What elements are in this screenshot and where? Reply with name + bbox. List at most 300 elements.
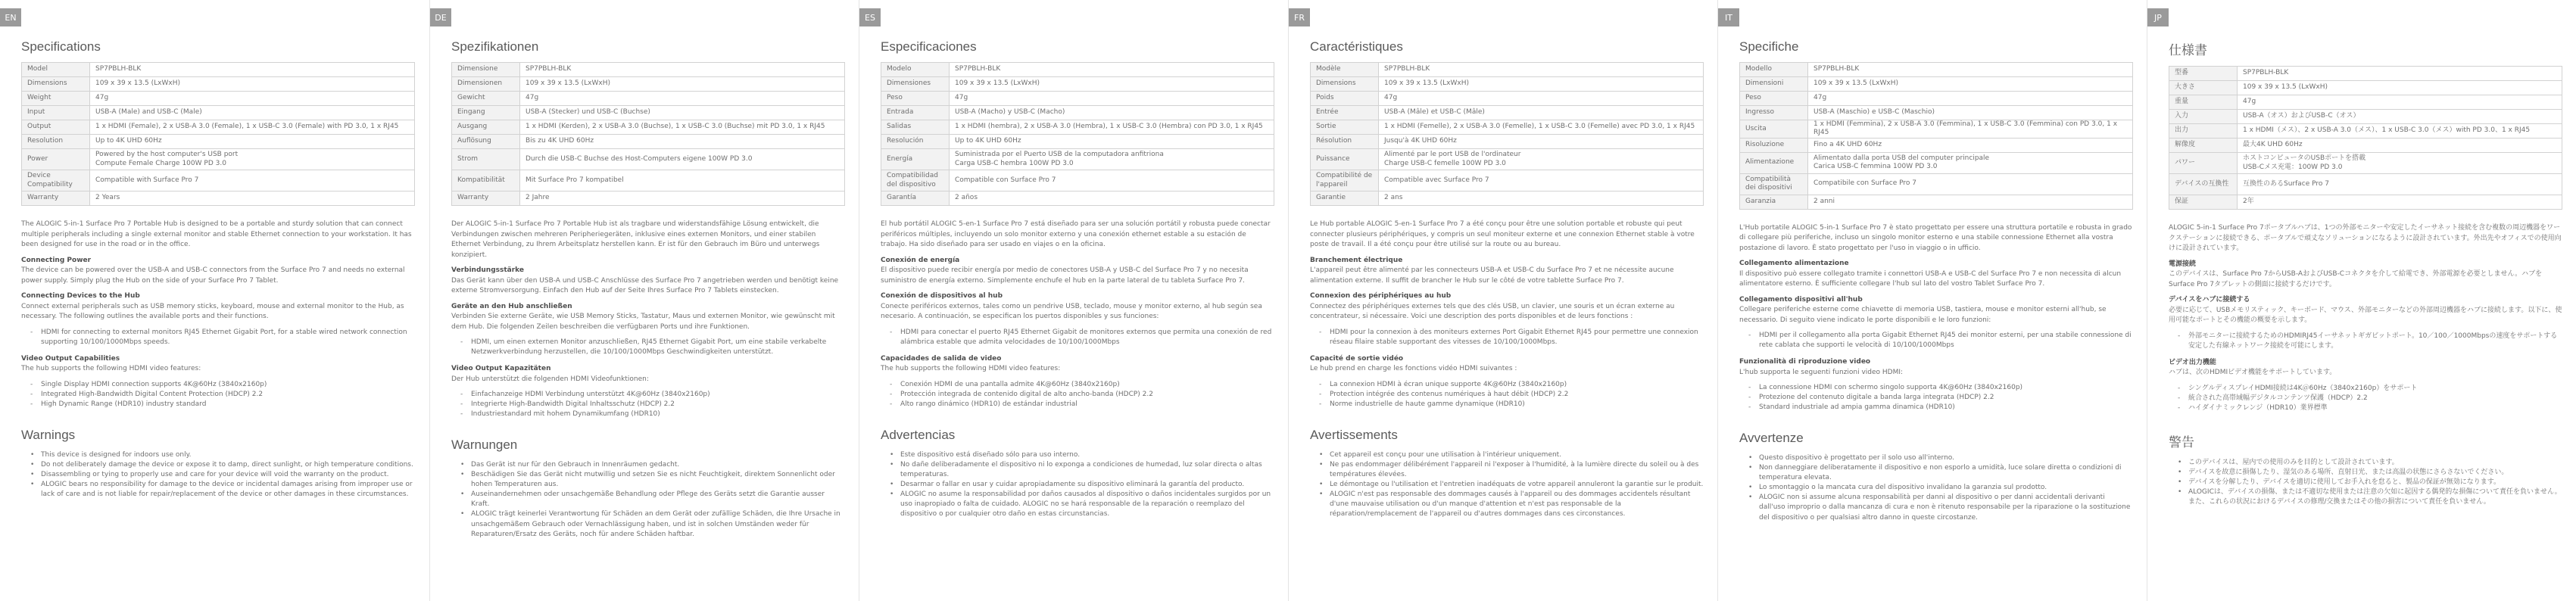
spec-value: USB-A (Stecker) und USB-C (Buchse) xyxy=(520,106,845,120)
spec-key: 重量 xyxy=(2169,95,2238,110)
spec-value: ホストコンピュータのUSBポートを搭載 USB-Cメス充電：100W PD 3.0 xyxy=(2238,153,2562,174)
list-item: - 外部モニターに接続するためのHDMIRJ45イーサネットギガビットポート。10／100／1000Mbpsの速度をサポートする安定した有線ネットワーク接続を可能にします。 xyxy=(2169,332,2562,351)
spec-title: Spezifikationen xyxy=(451,39,539,54)
list-item: - Protezione del contenuto digitale a banda larga integrata (HDCP) 2.2 xyxy=(1739,393,2133,403)
warning-item: • Disassembling or tying to properly use and care for your device will void the warranty on the product. xyxy=(21,470,415,480)
warnings-section xyxy=(451,438,845,539)
warnings-list xyxy=(1739,453,2133,522)
power-paragraph: Il dispositivo può essere collegato tramite i connettori USB-A e USB-C del Surface Pro 7 e non necessita di alcun alimentatore esterno. È sufficiente collegare l'hub sul lato del vostro Tablet Surface Pro 7. xyxy=(1739,269,2122,288)
spec-value: 1 x HDMI (Femelle), 2 x USB-A 3.0 (Femelle), 1 x USB-C 3.0 (Femelle) avec PD 3.0, 1 x RJ45 xyxy=(1379,120,1704,135)
spec-key: Risoluzione xyxy=(1740,138,1808,152)
spec-key: Entrée xyxy=(1311,106,1379,120)
spec-row xyxy=(22,106,415,120)
spec-key: Uscita xyxy=(1740,120,1808,139)
video-heading: Video Output Kapazitäten xyxy=(451,365,551,373)
power-heading: Connecting Power xyxy=(21,256,92,264)
description xyxy=(2169,223,2562,418)
spec-value: 2 ans xyxy=(1379,192,1704,206)
warning-item: • No dañe deliberadamente el dispositivo ni lo exponga a condiciones de humedad, luz solar directa o altas temperaturas. xyxy=(881,460,1274,480)
spec-row xyxy=(452,77,845,92)
spec-row xyxy=(1311,192,1704,206)
spec-row xyxy=(1311,170,1704,192)
spec-key: Poids xyxy=(1311,92,1379,106)
warnings-title: Warnungen xyxy=(451,438,518,453)
list-item: - Protección integrada de contenido digital de alto ancho-banda (HDCP) 2.2 xyxy=(881,390,1274,400)
spec-title: 仕様書 xyxy=(2169,43,2207,58)
list-item: - Integrated High-Bandwidth Digital Content Protection (HDCP) 2.2 xyxy=(21,390,415,400)
list-item: - La connessione HDMI con schermo singolo supporta 4K@60Hz (3840x2160p) xyxy=(1739,383,2133,393)
spec-row xyxy=(22,63,415,77)
spec-row xyxy=(881,92,1274,106)
spec-row xyxy=(2169,153,2562,174)
spec-key: Garantie xyxy=(1311,192,1379,206)
spec-key: 型番 xyxy=(2169,67,2238,81)
warning-item: • Ne pas endommager délibérément l'appareil ni l'exposer à l'humidité, à la lumière directe du soleil ou à des températures élevées. xyxy=(1310,460,1704,480)
spec-key: Warranty xyxy=(22,192,90,206)
spec-row xyxy=(22,120,415,135)
column-it xyxy=(1717,0,2141,601)
column-en xyxy=(0,0,424,601)
spec-row xyxy=(1311,120,1704,135)
power-paragraph: このデバイスは、Surface Pro 7からUSB-AおよびUSB-Cコネクタを介して給電でき、外部電源を必要としません。ハブをSurface Pro 7タブレットの側面に接続するだけです。 xyxy=(2169,270,2543,288)
spec-key: Modèle xyxy=(1311,63,1379,77)
spec-value: 1 x HDMI (Female), 2 x USB-A 3.0 (Female), 1 x USB-C 3.0 (Female) with PD 3.0, 1 x RJ45 xyxy=(90,120,415,135)
spec-table xyxy=(1739,62,2133,210)
warning-item: • ALOGIC no asume la responsabilidad por daños causados al dispositivo o daños incidentales surgidos por un uso inapropiado o falta de cuidado. ALOGIC no se hará responsable de la reparación o reemplazo del dispositivo o por cualquier otro daño en estas circunstancias. xyxy=(881,490,1274,519)
spec-row xyxy=(22,135,415,149)
warning-item: • Das Gerät ist nur für den Gebrauch in Innenräumen gedacht. xyxy=(451,460,845,470)
spec-row xyxy=(2169,67,2562,81)
spec-table xyxy=(2169,66,2562,210)
warnings-section xyxy=(1739,431,2133,522)
spec-key: Peso xyxy=(881,92,950,106)
spec-key: Power xyxy=(22,149,90,170)
spec-key: Garanzia xyxy=(1740,195,1808,209)
spec-row xyxy=(881,63,1274,77)
list-item: - HDMI, um einen externen Monitor anzuschließen, RJ45 Ethernet Gigabit Port, um eine stabile verkabelte Netzwerkverbindung herzustellen, die 10/100/1000Mbps Geschwindigkeiten unterstützt. xyxy=(451,338,845,357)
spec-value: 互換性のあるSurface Pro 7 xyxy=(2238,174,2562,195)
spec-title: Caractéristiques xyxy=(1310,39,1403,54)
video-heading: Capacité de sortie vidéo xyxy=(1310,354,1404,363)
spec-table xyxy=(451,62,845,206)
spec-row xyxy=(2169,195,2562,210)
video-list xyxy=(2169,384,2562,413)
spec-row xyxy=(452,106,845,120)
spec-value: USB-A (Maschio) e USB-C (Maschio) xyxy=(1808,106,2133,120)
spec-row xyxy=(2169,174,2562,195)
spec-table xyxy=(21,62,415,206)
warning-item: • Cet appareil est conçu pour une utilisation à l'intérieur uniquement. xyxy=(1310,450,1704,460)
spec-row xyxy=(22,92,415,106)
intro-paragraph: L'Hub portatile ALOGIC 5-in-1 Surface Pro 7 è stato progettato per essere una struttura portatile e robusta in grado di collegare più periferiche, incluso un singolo monitor esterno e una stabile connessione Ethernet alla vostra postazione di lavoro. È stato progettato per l'uso in viaggio o in ufficio. xyxy=(1739,223,2132,252)
warning-item: • ALOGIC trägt keinerlei Verantwortung für Schäden an dem Gerät oder zufällige Schäden, die Ihre Ursache in unsachgemäßem Gebrauch oder Vernachlässigung haben, und ist in solchen Umständen weder für Reparaturen/Ersatz des Geräts, noch für andere Schäden haftbar. xyxy=(451,509,845,539)
spec-value: 2 Years xyxy=(90,192,415,206)
warning-item: • Non danneggiare deliberatamente il dispositivo e non esporlo a umidità, luce solare diretta o condizioni di temperatura elevata. xyxy=(1739,463,2133,483)
spec-value: Suministrada por el Puerto USB de la computadora anfitriona Carga USB-C hembra 100W PD 3.0 xyxy=(950,149,1274,170)
spec-row xyxy=(881,135,1274,149)
language-tab: DE xyxy=(430,8,451,26)
devices-heading: Collegamento dispositivi all'hub xyxy=(1739,295,1863,304)
spec-row xyxy=(452,192,845,206)
list-item: - ハイダイナミックレンジ（HDR10）業界標準 xyxy=(2169,403,2562,413)
spec-value: Jusqu'à 4K UHD 60Hz xyxy=(1379,135,1704,149)
language-tab: IT xyxy=(1718,8,1739,26)
spec-key: Ingresso xyxy=(1740,106,1808,120)
spec-row xyxy=(22,77,415,92)
spec-key: Entrada xyxy=(881,106,950,120)
spec-value: Alimenté par le port USB de l'ordinateur Charge USB-C femelle 100W PD 3.0 xyxy=(1379,149,1704,170)
spec-key: Dimensions xyxy=(1311,77,1379,92)
spec-row xyxy=(881,106,1274,120)
spec-value: 1 x HDMI (hembra), 2 x USB-A 3.0 (Hembra), 1 x USB-C 3.0 (Hembra) con PD 3.0, 1 x RJ45 xyxy=(950,120,1274,135)
column-es xyxy=(859,0,1283,601)
video-paragraph: L'hub supporta le seguenti funzioni video HDMI: xyxy=(1739,368,1904,376)
column-body xyxy=(2169,39,2562,601)
video-paragraph: Le hub prend en charge les fonctions vidéo HDMI suivantes : xyxy=(1310,365,1517,373)
spec-value: Alimentato dalla porta USB del computer principale Carica USB-C femmina 100W PD 3.0 xyxy=(1808,152,2133,173)
column-jp xyxy=(2147,0,2571,601)
spec-key: Compatibilité de l'appareil xyxy=(1311,170,1379,192)
power-heading: Branchement électrique xyxy=(1310,256,1403,264)
spec-value: 47g xyxy=(1379,92,1704,106)
spec-value: Compatible con Surface Pro 7 xyxy=(950,170,1274,192)
spec-value: 109 x 39 x 13.5 (LxWxH) xyxy=(1808,77,2133,92)
list-item: - HDMI for connecting to external monitors RJ45 Ethernet Gigabit Port, for a stable wired network connection supporting 10/100/1000Mbps speeds. xyxy=(21,328,415,347)
spec-value: SP7PBLH-BLK xyxy=(90,63,415,77)
intro-paragraph: The ALOGIC 5-in-1 Surface Pro 7 Portable Hub is designed to be a portable and sturdy solution that can connect multiple peripherals including a single external monitor and stable Ethernet connection to your workstation. It has been designed for use in the road or in the office. xyxy=(21,220,412,248)
spec-row xyxy=(2169,95,2562,110)
list-item: - Industriestandard mit hohem Dynamikumfang (HDR10) xyxy=(451,409,845,419)
spec-key: 出力 xyxy=(2169,124,2238,139)
spec-value: Compatible avec Surface Pro 7 xyxy=(1379,170,1704,192)
list-item: - Protection intégrée des contenus numériques à haut débit (HDCP) 2.2 xyxy=(1310,390,1704,400)
spec-row xyxy=(452,63,845,77)
list-item: - Einfachanzeige HDMI Verbindung unterstützt 4K@60Hz (3840x2160p) xyxy=(451,390,845,400)
spec-key: 大きさ xyxy=(2169,81,2238,95)
devices-heading: Connecting Devices to the Hub xyxy=(21,292,140,300)
spec-row xyxy=(22,192,415,206)
warning-item: • ALOGIC bears no responsibility for damage to the device or incidental damages arising from improper use or lack of care and is not liable for repair/replacement of the device or other damages in these circumstances. xyxy=(21,480,415,500)
warning-item: • Questo dispositivo è progettato per il solo uso all'interno. xyxy=(1739,453,2133,463)
spec-key: Sortie xyxy=(1311,120,1379,135)
spec-table xyxy=(1310,62,1704,206)
list-item: - 統合された高帯域幅デジタルコンテンツ保護（HDCP）2.2 xyxy=(2169,394,2562,403)
power-heading: 電源接続 xyxy=(2169,260,2197,268)
spec-row xyxy=(1740,152,2133,173)
list-item: - High Dynamic Range (HDR10) industry standard xyxy=(21,400,415,409)
spec-key: 入力 xyxy=(2169,110,2238,124)
video-list xyxy=(451,390,845,419)
devices-paragraph: 必要に応じて、USBメモリスティック、キーボード、マウス、外部モニターなどの外部周辺機器をハブに接続します。以下に、使用可能なポートとその機能の概要を示します。 xyxy=(2169,306,2562,324)
devices-list xyxy=(881,328,1274,347)
spec-row xyxy=(452,149,845,170)
video-list xyxy=(21,380,415,409)
spec-row xyxy=(881,120,1274,135)
spec-key: Auflösung xyxy=(452,135,520,149)
spec-key: Resolución xyxy=(881,135,950,149)
devices-list xyxy=(1310,328,1704,347)
spec-row xyxy=(1740,138,2133,152)
spec-key: Compatibilidad del dispositivo xyxy=(881,170,950,192)
devices-list xyxy=(451,338,845,357)
spec-row xyxy=(1311,63,1704,77)
spec-row xyxy=(1311,77,1704,92)
list-item: - La connexion HDMI à écran unique supporte 4K@60Hz (3840x2160p) xyxy=(1310,380,1704,390)
spec-key: Salidas xyxy=(881,120,950,135)
spec-row xyxy=(452,170,845,192)
spec-value: 109 x 39 x 13.5 (LxWxH) xyxy=(90,77,415,92)
video-heading: ビデオ出力機能 xyxy=(2169,358,2216,366)
spec-value: Up to 4K UHD 60Hz xyxy=(90,135,415,149)
video-paragraph: Der Hub unterstützt die folgenden HDMI Videofunktionen: xyxy=(451,375,649,383)
spec-row xyxy=(1311,135,1704,149)
description xyxy=(881,220,1274,414)
devices-heading: Connexion des périphériques au hub xyxy=(1310,292,1452,300)
column-body xyxy=(451,39,845,601)
column-body xyxy=(1739,39,2133,601)
devices-heading: Geräte an den Hub anschließen xyxy=(451,302,572,310)
video-heading: Capacidades de salida de video xyxy=(881,354,1002,363)
spec-value: 109 x 39 x 13.5 (LxWxH) xyxy=(520,77,845,92)
spec-value: Compatible with Surface Pro 7 xyxy=(90,170,415,192)
list-item: - Alto rango dinámico (HDR10) de estándar industrial xyxy=(881,400,1274,409)
spec-row xyxy=(881,77,1274,92)
warning-item: • Do not deliberately damage the device or expose it to damp, direct sunlight, or high temperature conditions. xyxy=(21,460,415,470)
spec-value: SP7PBLH-BLK xyxy=(950,63,1274,77)
spec-title: Especificaciones xyxy=(881,39,977,54)
spec-value: Compatibile con Surface Pro 7 xyxy=(1808,173,2133,195)
devices-paragraph: Verbinden Sie externe Geräte, wie USB Memory Sticks, Tastatur, Maus und externen Monitor, wie gewünscht mit dem Hub. Die folgenden Zeilen beschreiben die verfügbaren Ports und ihre Funktionen. xyxy=(451,313,835,331)
list-item: - Norme industrielle de haute gamme dynamique (HDR10) xyxy=(1310,400,1704,409)
list-item: - Integrierte High-Bandwidth Digital Inhaltsschutz (HDCP) 2.2 xyxy=(451,400,845,409)
video-paragraph: The hub supports the following HDMI video features: xyxy=(881,365,1061,373)
warning-item: • Le démontage ou l'utilisation et l'entretien inadéquats de votre appareil annuleront la garantie sur le produit. xyxy=(1310,480,1704,490)
spec-table xyxy=(881,62,1274,206)
spec-value: 2 anni xyxy=(1808,195,2133,209)
spec-key: Energía xyxy=(881,149,950,170)
warning-item: • Desarmar o fallar en usar y cuidar apropiadamente su dispositivo eliminará la garantía del producto. xyxy=(881,480,1274,490)
spec-key: 保証 xyxy=(2169,195,2238,210)
spec-row xyxy=(452,120,845,135)
spec-key: Resolution xyxy=(22,135,90,149)
warning-item: • This device is designed for indoors use only. xyxy=(21,450,415,460)
spec-row xyxy=(1311,92,1704,106)
spec-value: 1 x HDMI (Femmina), 2 x USB-A 3.0 (Femmina), 1 x USB-C 3.0 (Femmina) con PD 3.0, 1 x RJ45 xyxy=(1808,120,2133,139)
list-item: - シングルディスプレイHDMI接続は4K＠60Hz（3840x2160p）をサポート xyxy=(2169,384,2562,394)
warnings-title: Avertissements xyxy=(1310,427,1398,442)
column-de xyxy=(429,0,853,601)
warnings-list xyxy=(881,450,1274,519)
spec-key: Strom xyxy=(452,149,520,170)
list-item: - HDMI para conectar el puerto RJ45 Ethernet Gigabit de monitores externos que permita una conexión de red alámbrica estable que admita velocidades de 10/100/1000Mbps xyxy=(881,328,1274,347)
spec-value: 2 Jahre xyxy=(520,192,845,206)
devices-paragraph: Connect external peripherals such as USB memory sticks, keyboard, mouse and external monitor to the Hub, as necessary. The following outlines the available ports and their functions. xyxy=(21,302,404,320)
spec-key: Kompatibilität xyxy=(452,170,520,192)
language-tab: ES xyxy=(859,8,881,26)
spec-value: 47g xyxy=(1808,92,2133,106)
devices-list xyxy=(1739,331,2133,350)
intro-paragraph: ALOGIC 5-in-1 Surface Pro 7ポータブルハブは、1つの外部モニターや安定したイーサネット接続を含む複数の周辺機器をワークステーションに接続できる、ポータブルで頑丈なソリューションになるように設計されています。外出先やオフィスでの使用向けに設計されています。 xyxy=(2169,224,2562,252)
spec-row xyxy=(1740,173,2133,195)
spec-key: パワー xyxy=(2169,153,2238,174)
spec-value: Durch die USB-C Buchse des Host-Computers eigene 100W PD 3.0 xyxy=(520,149,845,170)
spec-value: 2年 xyxy=(2238,195,2562,210)
spec-row xyxy=(881,170,1274,192)
warning-item: • ALOGIC non si assume alcuna responsabilità per danni al dispositivo o per danni accidentali derivanti dall'uso improprio o dalla mancanza di cura e non è ritenuto responsabile per la riparazione o la sostituzione del dispositivo o per qualsiasi altro danno in queste circostanze. xyxy=(1739,493,2133,522)
spec-value: SP7PBLH-BLK xyxy=(2238,67,2562,81)
spec-value: Up to 4K UHD 60Hz xyxy=(950,135,1274,149)
video-list xyxy=(1739,383,2133,413)
warning-item: • Lo smontaggio o la mancata cura del dispositivo invalidano la garanzia sul prodotto. xyxy=(1739,483,2133,493)
spec-value: 47g xyxy=(950,92,1274,106)
devices-list xyxy=(2169,332,2562,351)
list-item: - HDMI pour la connexion à des moniteurs externes Port Gigabit Ethernet RJ45 pour permettre une connexion réseau filaire stable supportant des vitesses de 10/100/1000Mbps. xyxy=(1310,328,1704,347)
intro-paragraph: El hub portátil ALOGIC 5-en-1 Surface Pro 7 está diseñado para ser una solución portátil y robusta puede conectar periféricos múltiples, incluyendo un solo monitor externo y una conexión ethernet estable a su estación de trabajo. Ha sido diseñado para ser usado en viajes o en la oficina. xyxy=(881,220,1271,248)
devices-heading: Conexión de dispositivos al hub xyxy=(881,292,1003,300)
spec-key: Eingang xyxy=(452,106,520,120)
spec-value: 47g xyxy=(520,92,845,106)
spec-row xyxy=(452,135,845,149)
warnings-title: 警告 xyxy=(2169,434,2194,450)
spec-key: Input xyxy=(22,106,90,120)
spec-key: Résolution xyxy=(1311,135,1379,149)
spec-row xyxy=(2169,110,2562,124)
language-tab: JP xyxy=(2147,8,2169,26)
warnings-section xyxy=(881,428,1274,519)
power-heading: Verbindungsstärke xyxy=(451,266,525,274)
spec-key: Dimensiones xyxy=(881,77,950,92)
spec-row xyxy=(1311,149,1704,170)
warnings-list xyxy=(21,450,415,500)
warnings-list xyxy=(2169,458,2562,507)
spec-value: 47g xyxy=(90,92,415,106)
language-tab: EN xyxy=(0,8,21,26)
spec-value: SP7PBLH-BLK xyxy=(520,63,845,77)
spec-key: Warranty xyxy=(452,192,520,206)
spec-row xyxy=(881,149,1274,170)
spec-title: Specifications xyxy=(21,39,101,54)
devices-paragraph: Collegare periferiche esterne come chiavette di memoria USB, tastiera, mouse e monitor esterni all'hub, se necessario. Di seguito viene indicato le porte disponibili e le loro funzioni: xyxy=(1739,306,2107,324)
video-paragraph: The hub supports the following HDMI video features: xyxy=(21,365,201,373)
spec-row xyxy=(2169,81,2562,95)
warnings-list xyxy=(1310,450,1704,519)
spec-key: Gewicht xyxy=(452,92,520,106)
spec-row xyxy=(1311,106,1704,120)
video-heading: Video Output Capabilities xyxy=(21,354,120,363)
list-item: - HDMI per il collegamento alla porta Gigabit Ethernet RJ45 dei monitor esterni, per una stabile connessione di rete cablata che supporti le velocità di 10/100/1000Mbps xyxy=(1739,331,2133,350)
spec-row xyxy=(2169,139,2562,153)
spec-key: Dimensionen xyxy=(452,77,520,92)
spec-value: Bis zu 4K UHD 60Hz xyxy=(520,135,845,149)
spec-value: SP7PBLH-BLK xyxy=(1379,63,1704,77)
spec-key: Peso xyxy=(1740,92,1808,106)
spec-value: 109 x 39 x 13.5 (LxWxH) xyxy=(950,77,1274,92)
power-paragraph: The device can be powered over the USB-A and USB-C connectors from the Surface Pro 7 and needs no external power supply. Simply plug the Hub on the side of your Surface Pro 7 Tablet. xyxy=(21,266,405,285)
warnings-section xyxy=(1310,428,1704,519)
video-list xyxy=(1310,380,1704,409)
spec-row xyxy=(1740,63,2133,77)
spec-row xyxy=(452,92,845,106)
spec-key: Compatibilità dei dispositivi xyxy=(1740,173,1808,195)
spec-key: Output xyxy=(22,120,90,135)
spec-value: Mit Surface Pro 7 kompatibel xyxy=(520,170,845,192)
description xyxy=(1310,220,1704,414)
warning-item: • ALOGIC n'est pas responsable des dommages causés à l'appareil ou des dommages accidentels résultant d'une mauvaise utilisation ou d'un manque d'attention et n'est pas responsable de la réparation/remplacement de l'appareil ou d'autres dommages dans ces circonstances. xyxy=(1310,490,1704,519)
spec-row xyxy=(1740,92,2133,106)
power-paragraph: El dispositivo puede recibir energía por medio de conectores USB-A y USB-C del Surface Pro 7 y no necesita suministro de energía externo. Simplemente enchufe el hub en la parte lateral de tu tableta Surface Pro 7. xyxy=(881,266,1249,285)
language-tab: FR xyxy=(1289,8,1310,26)
warnings-section xyxy=(2169,431,2562,507)
spec-row xyxy=(22,149,415,170)
spec-key: Dimensioni xyxy=(1740,77,1808,92)
spec-value: 2 años xyxy=(950,192,1274,206)
power-heading: Collegamento alimentazione xyxy=(1739,260,1849,267)
spec-row xyxy=(1740,195,2133,209)
warnings-title: Advertencias xyxy=(881,427,956,442)
spec-value: 最大4K UHD 60Hz xyxy=(2238,139,2562,153)
spec-value: USB-A (Macho) y USB-C (Macho) xyxy=(950,106,1274,120)
spec-key: Model xyxy=(22,63,90,77)
spec-value: SP7PBLH-BLK xyxy=(1808,63,2133,77)
power-heading: Conexión de energía xyxy=(881,256,960,264)
column-body xyxy=(881,39,1274,601)
devices-list xyxy=(21,328,415,347)
warning-item: • デバイスを分解したり、デバイスを適切に使用してお手入れを怠ると、製品の保証が無効になります。 xyxy=(2169,478,2562,487)
spec-title: Specifiche xyxy=(1739,39,1799,54)
column-body xyxy=(1310,39,1704,601)
spec-key: Modelo xyxy=(881,63,950,77)
video-list xyxy=(881,380,1274,409)
spec-key: Dimensione xyxy=(452,63,520,77)
list-item: - Standard industriale ad ampia gamma dinamica (HDR10) xyxy=(1739,403,2133,413)
spec-row xyxy=(22,170,415,192)
spec-key: Modello xyxy=(1740,63,1808,77)
spec-value: 1 x HDMI（メス）、2 x USB-A 3.0（メス）、1 x USB-C 3.0（メス）with PD 3.0、1 x RJ45 xyxy=(2238,124,2562,139)
spec-key: Puissance xyxy=(1311,149,1379,170)
description xyxy=(451,220,845,424)
video-heading: Funzionalità di riproduzione video xyxy=(1739,358,1871,366)
power-paragraph: L'appareil peut être alimenté par les connecteurs USB-A et USB-C du Surface Pro 7 et ne nécessite aucune alimentation externe. Il suffit de brancher le Hub sur le côté de votre tablette Surface Pro 7. xyxy=(1310,266,1674,285)
spec-value: 109 x 39 x 13.5 (LxWxH) xyxy=(1379,77,1704,92)
description xyxy=(1739,223,2133,418)
warning-item: • デバイスを故意に損傷したり、湿気のある場所、直射日光、または高温の状態にさらさないでください。 xyxy=(2169,468,2562,478)
description xyxy=(21,220,415,414)
devices-heading: デバイスをハブに接続する xyxy=(2169,296,2250,304)
video-paragraph: ハブは、次のHDMIビデオ機能をサポートしています。 xyxy=(2169,369,2337,377)
spec-key: Garantía xyxy=(881,192,950,206)
spec-key: 解像度 xyxy=(2169,139,2238,153)
spec-row xyxy=(1740,120,2133,139)
spec-value: Fino a 4K UHD 60Hz xyxy=(1808,138,2133,152)
devices-paragraph: Connectez des périphériques externes tels que des clés USB, un clavier, une souris et un écran externe au concentrateur, si nécessaire. Voici une description des ports disponibles et de leurs fonctions : xyxy=(1310,302,1675,320)
list-item: - Single Display HDMI connection supports 4K@60Hz (3840x2160p) xyxy=(21,380,415,390)
warnings-title: Avvertenze xyxy=(1739,431,1804,446)
spec-value: USB-A (Mâle) et USB-C (Mâle) xyxy=(1379,106,1704,120)
spec-key: Weight xyxy=(22,92,90,106)
warnings-list xyxy=(451,460,845,539)
spec-value: 1 x HDMI (Kerden), 2 x USB-A 3.0 (Buchse), 1 x USB-C 3.0 (Buchse) mit PD 3.0, 1 x RJ45 xyxy=(520,120,845,135)
warning-item: • このデバイスは、屋内での使用のみを目的として設計されています。 xyxy=(2169,458,2562,468)
spec-value: USB-A（オス）およびUSB-C（オス） xyxy=(2238,110,2562,124)
warning-item: • Auseinandernehmen oder unsachgemäße Behandlung oder Pflege des Geräts setzt die Garantie ausser Kraft. xyxy=(451,490,845,509)
spec-value: Powered by the host computer's USB port Compute Female Charge 100W PD 3.0 xyxy=(90,149,415,170)
spec-key: Device Compatibility xyxy=(22,170,90,192)
column-body xyxy=(21,39,415,601)
spec-row xyxy=(1740,106,2133,120)
spec-row xyxy=(2169,124,2562,139)
spec-row xyxy=(881,192,1274,206)
list-item: - Conexión HDMI de una pantalla admite 4K@60Hz (3840x2160p) xyxy=(881,380,1274,390)
